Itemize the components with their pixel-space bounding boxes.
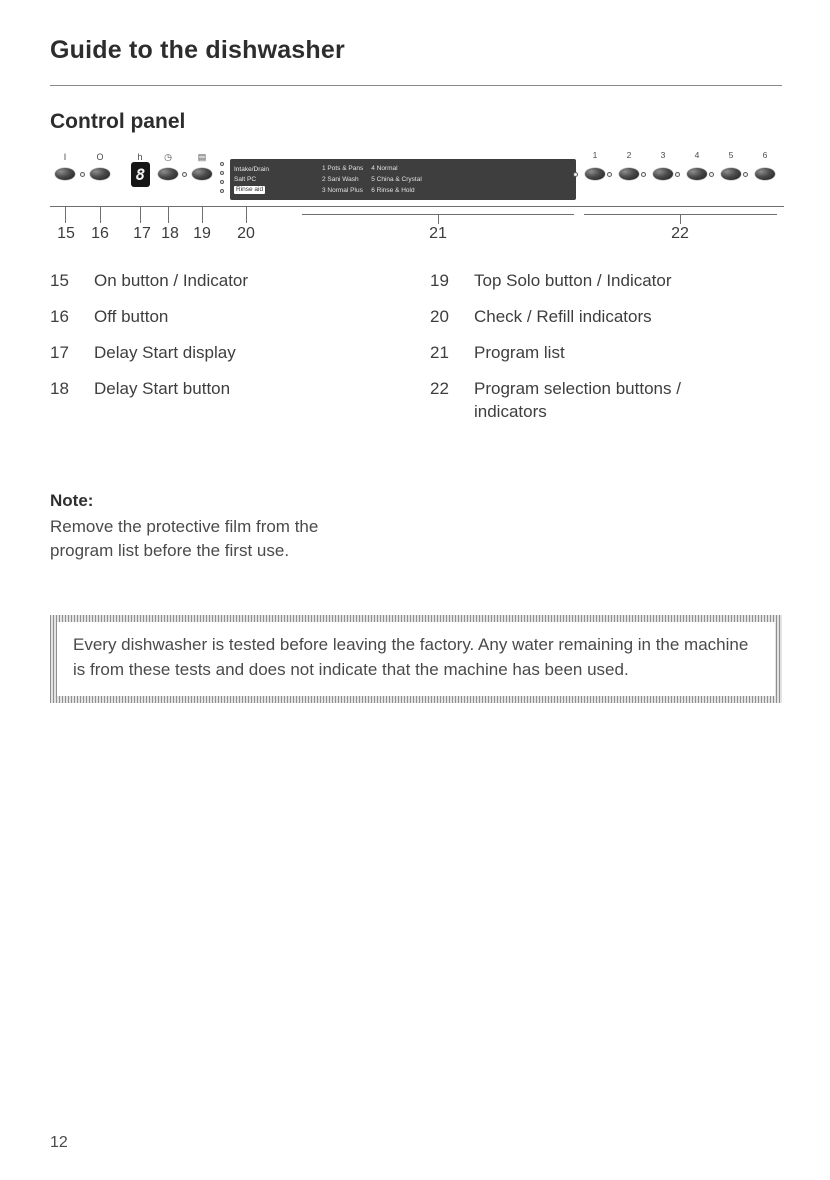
program-6: 6 Rinse & Hold xyxy=(371,186,415,194)
page-title: Guide to the dishwasher xyxy=(50,36,345,64)
check-line-intake: Intake/Drain xyxy=(234,165,270,173)
program-4: 4 Normal xyxy=(371,164,398,172)
check-led-2 xyxy=(220,171,224,175)
delay-start-button-graphic xyxy=(158,168,178,180)
callout-17: 17 xyxy=(133,225,151,242)
legend-label: Program list xyxy=(474,342,565,362)
prog-btn-num-4: 4 xyxy=(694,150,700,160)
tick-19 xyxy=(202,206,203,223)
program-5: 5 China & Crystal xyxy=(371,175,422,183)
prog-button-4 xyxy=(687,168,707,180)
legend-label: Delay Start display xyxy=(94,342,236,362)
prog-led-5 xyxy=(709,172,714,177)
info-box xyxy=(50,615,782,703)
prog-btn-num-6: 6 xyxy=(762,150,768,160)
callout-18: 18 xyxy=(161,225,179,242)
delay-button-icon: ◷ xyxy=(164,152,172,162)
info-box-text: Every dishwasher is tested before leaving the factory. Any water remaining in the machine is from these tests and does not indicate that the machine has been used. xyxy=(57,622,775,696)
legend-item-18 xyxy=(50,378,430,401)
legend-item-22 xyxy=(430,378,784,424)
page-number: 12 xyxy=(50,1134,68,1151)
prog-led-4 xyxy=(675,172,680,177)
callout-22: 22 xyxy=(671,225,689,242)
diagram-baseline xyxy=(50,206,784,207)
title-divider xyxy=(50,85,782,86)
legend-item-20 xyxy=(430,306,784,329)
legend-item-15 xyxy=(50,270,430,293)
legend-label: On button / Indicator xyxy=(94,271,249,290)
off-button-graphic xyxy=(90,168,110,180)
prog-btn-num-1: 1 xyxy=(592,150,598,160)
section-title: Control panel xyxy=(50,110,186,133)
delay-start-display: 8 xyxy=(131,162,150,187)
program-3: 3 Normal Plus xyxy=(322,186,363,194)
legend-item-17 xyxy=(50,342,430,365)
legend-label: Off button xyxy=(94,306,169,326)
legend-num: 21 xyxy=(430,342,449,362)
prog-btn-num-3: 3 xyxy=(660,150,666,160)
check-led-1 xyxy=(220,162,224,166)
tick-20 xyxy=(246,206,247,223)
control-panel-diagram xyxy=(50,150,784,252)
on-indicator-led xyxy=(80,172,85,177)
legend-num: 19 xyxy=(430,271,449,290)
check-refill-panel xyxy=(234,166,314,194)
callout-21: 21 xyxy=(429,225,447,242)
on-button-graphic xyxy=(55,168,75,180)
top-solo-indicator-led xyxy=(182,172,187,177)
legend-num: 16 xyxy=(50,306,69,326)
program-1: 1 Pots & Pans xyxy=(322,164,364,172)
prog-led-6 xyxy=(743,172,748,177)
panel-band xyxy=(230,159,576,200)
prog-button-2 xyxy=(619,168,639,180)
tick-18 xyxy=(168,206,169,223)
note-title: Note: xyxy=(50,490,94,510)
callout-16: 16 xyxy=(91,225,109,242)
tick-22 xyxy=(680,214,681,224)
prog-button-6 xyxy=(755,168,775,180)
callout-19: 19 xyxy=(193,225,211,242)
prog-btn-num-5: 5 xyxy=(728,150,734,160)
prog-led-1 xyxy=(573,172,578,177)
prog-button-5 xyxy=(721,168,741,180)
legend-num: 18 xyxy=(50,378,69,398)
tick-16 xyxy=(100,206,101,223)
tick-17 xyxy=(140,206,141,223)
check-led-4 xyxy=(220,189,224,193)
prog-btn-num-2: 2 xyxy=(626,150,632,160)
legend-item-21 xyxy=(430,342,784,365)
callout-20: 20 xyxy=(237,225,255,242)
legend-left-column xyxy=(50,270,430,437)
prog-led-3 xyxy=(641,172,646,177)
legend-num: 15 xyxy=(50,271,69,290)
callout-15: 15 xyxy=(57,225,75,242)
tick-21 xyxy=(438,214,439,224)
top-solo-icon: ▤ xyxy=(197,152,207,162)
program-list-col2 xyxy=(371,165,422,195)
legend-right-column xyxy=(430,270,784,437)
check-line-salt: Salt PC xyxy=(234,175,257,183)
legend-item-19 xyxy=(430,270,784,293)
legend xyxy=(50,270,782,437)
legend-num: 22 xyxy=(430,378,449,398)
prog-button-3 xyxy=(653,168,673,180)
check-line-rinse-aid: Rinse aid xyxy=(236,185,264,193)
delay-display-symbol: h xyxy=(137,152,143,162)
legend-item-16 xyxy=(50,306,430,329)
legend-label: Top Solo button / Indicator xyxy=(474,271,672,290)
note-section xyxy=(50,491,782,563)
on-button-symbol: I xyxy=(63,152,67,162)
top-solo-button-graphic xyxy=(192,168,212,180)
program-2: 2 Sani Wash xyxy=(322,175,359,183)
legend-num: 20 xyxy=(430,306,449,326)
prog-led-2 xyxy=(607,172,612,177)
legend-num: 17 xyxy=(50,342,69,362)
prog-button-1 xyxy=(585,168,605,180)
check-led-3 xyxy=(220,180,224,184)
tick-15 xyxy=(65,206,66,223)
off-button-symbol: O xyxy=(96,152,104,162)
legend-label: Delay Start button xyxy=(94,378,231,398)
legend-label: Program selection buttons / indicators xyxy=(474,378,681,421)
program-list-col1 xyxy=(322,165,363,195)
legend-label: Check / Refill indicators xyxy=(474,306,652,326)
note-body: Remove the protective film from the program list before the first use. xyxy=(50,516,319,560)
